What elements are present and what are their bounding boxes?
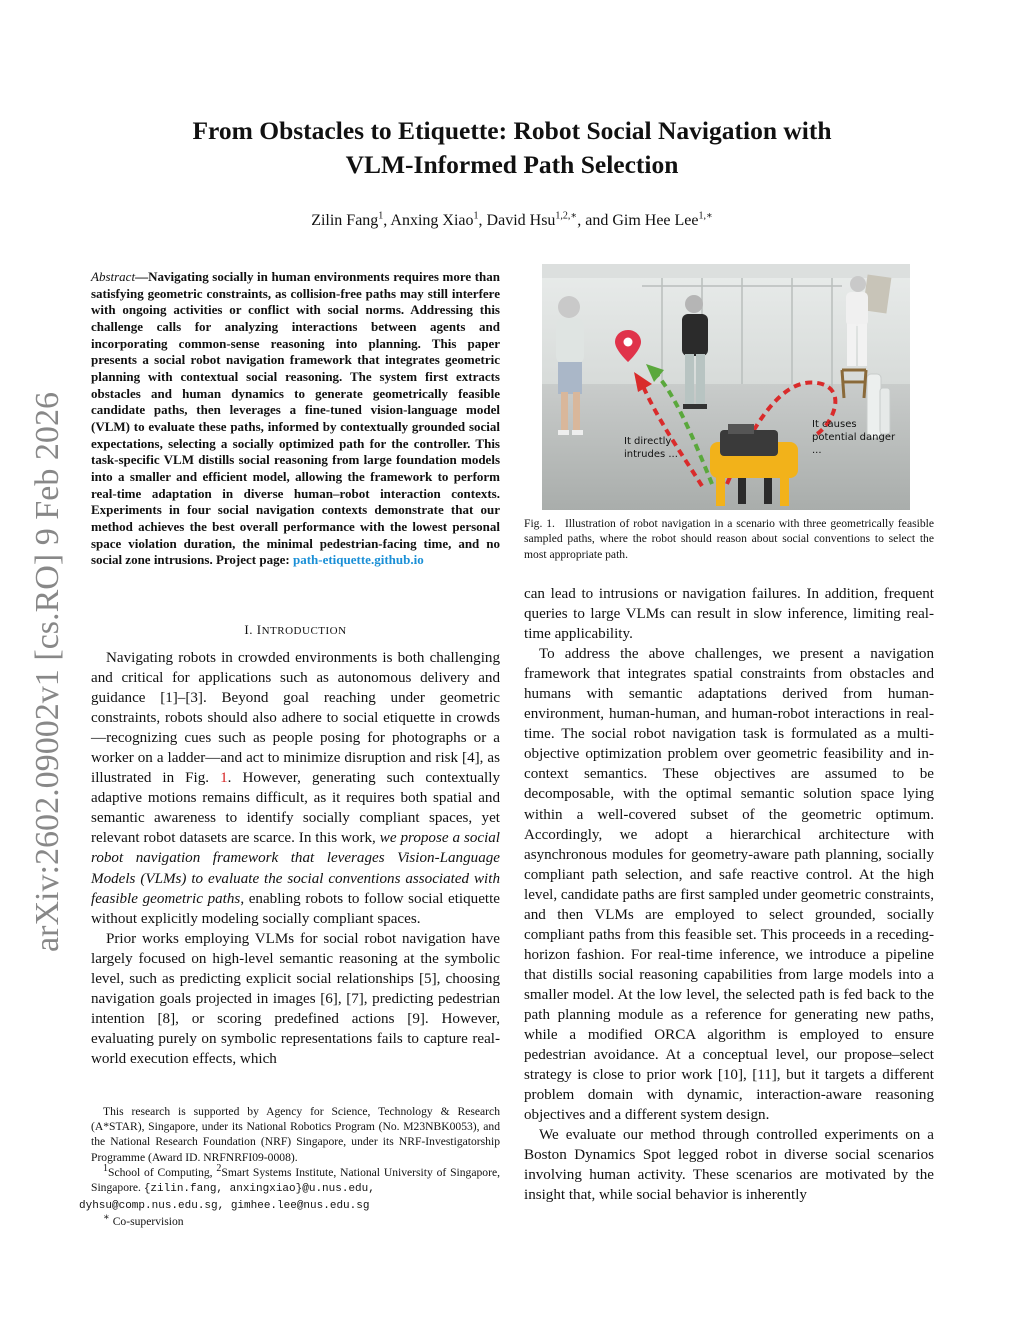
affiliation-2: Smart Systems Institute, National University of Singapore, Singapore. [91,1165,500,1195]
cosupervision-note [91,1214,500,1229]
text-span: , enabling robots to follow social etiquette without explicitly modeling socially compliant spaces. [91,890,500,927]
text-span: Navigating robots in crowded environments is both challenging and critical for applications such as autonomous delivery and guidance [1]–[3]. Beyond goal reaching under geometric constraints, robots should also adhere to social etiquette in crowds—recognizing cues such as people posing for photographs or a worker on a ladder—and act to minimize disruption and risk [4], as illustrated in Fig. [91,650,500,787]
project-page-link[interactable]: path-etiquette.github.io [292,552,424,568]
author-separator: , and [577,212,613,229]
affiliation-1: School of Computing, [108,1165,217,1179]
figure-1-image [542,264,910,510]
pillar [880,388,890,434]
arxiv-stamp [8,380,78,960]
footnote-mark: 1 [103,1162,108,1174]
author-list [100,210,924,232]
email-list: {zilin.fang, anxingxiao}@u.nus.edu, [143,1183,375,1196]
figure-label-left: It directly [624,436,672,447]
intro-paragraph-1 [91,648,500,929]
pillar [867,374,881,438]
footnote-mark: 2 [216,1162,222,1174]
abstract [91,269,500,569]
author-name: Anxing Xiao [390,212,474,229]
author-affiliation: 1 [378,210,384,222]
author-name: Zilin Fang [311,212,379,229]
arxiv-identifier: arXiv:2602.09002v1 [cs.RO] 9 Feb 2026 [29,392,66,952]
intro-paragraph-2: Prior works employing VLMs for social robot navigation have largely focused on high-level semantic reasoning at the symbolic level, such as predicting explicit social relationships [5], choosing navigation goals projected in images [6], [7], predicting pedestrian intention [8], or scoring predefined actions [9]. However, evaluating purely on symbolic representations fails to capture real-world execution effects, which [91,930,500,1067]
footnote-mark: ∗ [103,1212,110,1224]
email-list: dyhsu@comp.nus.edu.sg, gimhee.lee@nus.edu.sg [79,1200,370,1213]
figure-caption [524,516,934,562]
author-name: Gim Hee Lee [612,212,699,229]
title-line-1: From Obstacles to Etiquette: Robot Social Navigation with [192,116,832,145]
paragraph: We evaluate our method through controlled experiments on a Boston Dynamics Spot legged robot in diverse social scenarios involving human activity. These scenarios are motivated by the insight that, while social behavior is inherently [524,1127,934,1204]
abstract-label: Abstract [91,269,136,284]
funding-note: This research is supported by Agency for Science, Technology & Research (A*STAR), Singapore, under its National Robotics Program (No. M23NBK0053), and the National Research Foundation (NRF) Singapore, under its NRF-Investigatorship Programme (Award ID. NRFNRFI09-0008). [91,1105,500,1164]
author-affiliation: 1,∗ [698,210,713,222]
author-affiliation: 1 [473,210,479,222]
intro-text-right [524,584,934,1205]
author-separator: , [383,212,391,229]
title-line-2: VLM-Informed Path Selection [345,150,679,179]
section-heading [91,622,500,638]
paragraph: To address the above challenges, we present a navigation framework that integrates spatial constraints from obstacles and humans with semantic adaptations derived from human-environment, human-human, and human-robot interactions in real-time. The social robot navigation task is formulated as a multi-objective optimization problem over geometric feasibility and in-context semantics. These objectives are assumed to be decomposable, with the optimal semantic solution space lying within a well-covered subset of the geometric optimum. Accordingly, we adopt a hierarchical architecture with asynchronous modules for geometry-aware path planning, socially compliant path selection, and safe reactive control. At the high level, candidate paths are first sampled under geometric constraints, and then VLMs are employed to select grounded, socially compliant paths from this feasible set. This proceeds in a receding-horizon fashion. For real-time inference, we introduce a pipeline that distills social reasoning capabilities from large models into a smaller model. At the low level, the selected path is fed back to the path planning module as a reference for generating new paths, while a modified ORCA algorithm is employed to ensure pedestrian avoidance. At a conceptual level, our propose–select strategy is close to prior work [10], [11], but it targets a different problem domain with dynamic, interaction-aware reasoning objectives and a different system design. [524,646,934,1124]
figure-label-right: It causes [812,419,857,430]
figure-label-right: potential danger [812,432,896,443]
cosupervision-text: Co-supervision [112,1215,184,1229]
ceiling-band [542,264,910,278]
affiliation-note [79,1162,500,1215]
author-name: David Hsu [486,212,556,229]
caption-label: Fig. 1. [524,517,555,530]
footnotes [79,1104,500,1230]
section-title-rest: NTRODUCTION [261,625,347,637]
abstract-dash: — [135,269,149,284]
section-number: I. [244,622,257,637]
text-span: . However, generating such contextually adaptive motions remains difficult, as it requires both spatial and semantic awareness to identify socially compliant spaces, yet relevant robot datasets are scarce. In this work, [91,770,500,847]
emphasized-text: we propose a social robot navigation framework that leverages Vision-Language Models (VLMs) to evaluate the social conventions associated with feasible geometric paths [91,830,500,907]
author-affiliation: 1,2,∗ [555,210,578,222]
caption-text: Illustration of robot navigation in a scenario with three geometrically feasible sampled paths, where the robot should reason about social conventions to select the most appropriate path. [524,517,934,561]
paragraph-continuation: can lead to intrusions or navigation failures. In addition, frequent queries to large VLMs can result in slow inference, limiting real-time applicability. [524,586,934,643]
abstract-text: Navigating socially in human environments requires more than satisfying geometric constraints, as collision-free paths may still interfere with ongoing activities or conflict with social norms. Addressing this challenge calls for analyzing interactions between agents and incorporating common-sense reasoning into planning. This paper presents a social robot navigation framework that integrates geometric planning with contextual social reasoning. The system first extracts obstacles and human dynamics to generate geometrically feasible candidate paths, then leverages a fine-tuned vision-language model (VLM) to evaluate these paths, informed by contextually grounded social expectations, selecting a socially optimized path for the controller. This task-specific VLM distills social reasoning from large foundation models into a smaller and efficient model, allowing the framework to perform real-time adaptation in diverse human–robot interaction contexts. Experiments in four social navigation contexts demonstrate that our method achieves the best overall performance with the lowest personal space violation duration, the minimal pedestrian-facing time, and no social zone intrusions. Project page: [91,269,500,568]
figure-reference-link[interactable]: 1 [220,770,228,787]
section-initial: I [256,622,262,637]
author-separator: , [478,212,487,229]
paper-title [100,114,924,182]
figure-label-left: intrudes ... [624,449,678,460]
figure-label-right: ... [812,445,822,456]
intro-text-left [91,648,500,1069]
